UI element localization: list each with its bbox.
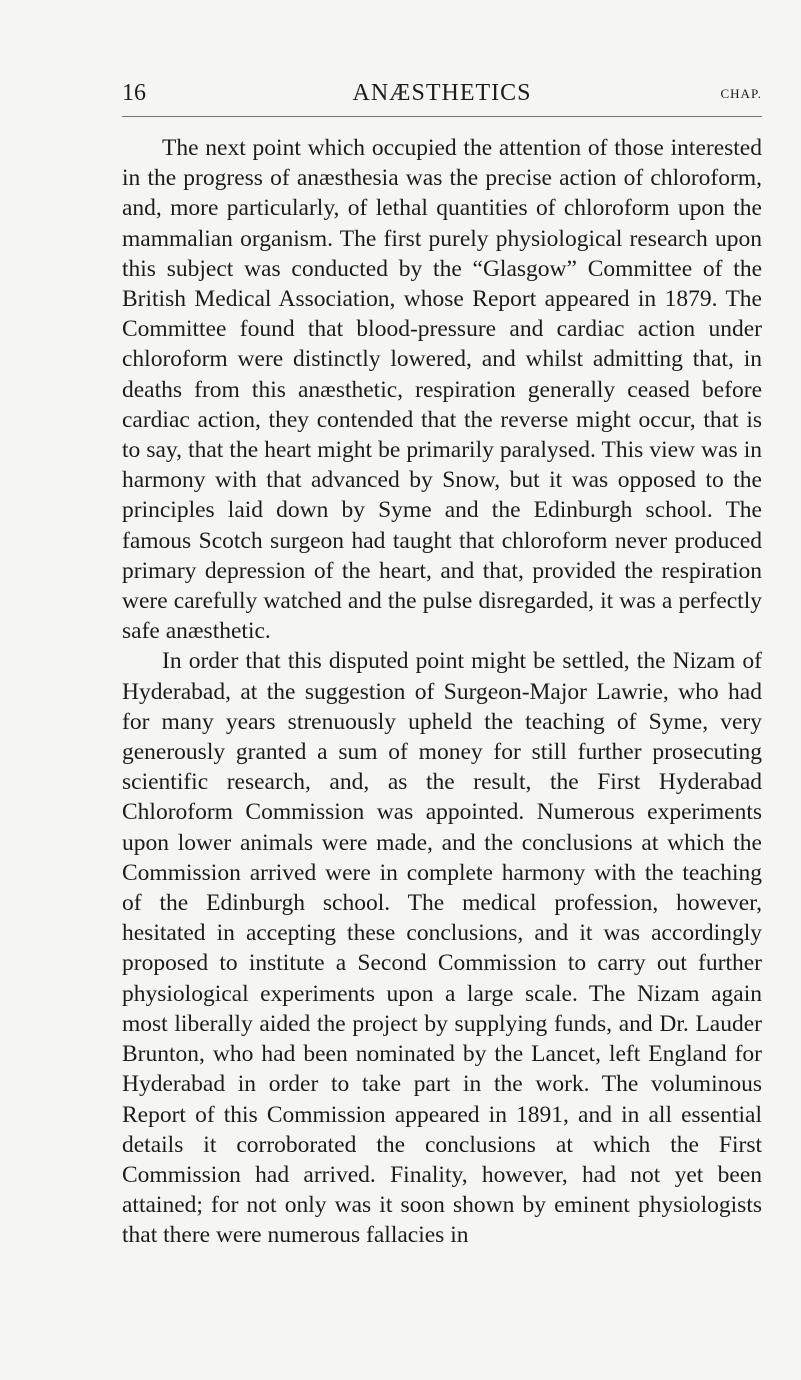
paragraph-1: The next point which occupied the attention of those interested in the progress of anæsthesia was the precise action of chloroform, and, more particularly, of lethal quantities of chloroform upon the mammalian organism. The first purely physiological research upon this subject was conducted by the “Glasgow” Committee of the British Medical Association, whose Report appeared in 1879. The Committee found that blood-pressure and cardiac action under chloroform were distinctly lowered, and whilst admitting that, in deaths from this anæsthetic, respiration generally ceased before cardiac action, they contended that the reverse might occur, that is to say, that the heart might be primarily paralysed. This view was in harmony with that advanced by Snow, but it was opposed to the principles laid down by Syme and the Edinburgh school. The famous Scotch surgeon had taught that chloroform never produced primary depression of the heart, and that, provided the respiration were carefully watched and the pulse disregarded, it was a perfectly safe anæsthetic. xyxy=(122,135,762,645)
running-head xyxy=(122,78,762,112)
body-text xyxy=(122,133,762,1251)
paragraph-2: In order that this disputed point might be settled, the Nizam of Hyderabad, at the suggestion of Surgeon-Major Lawrie, who had for many years strenuously upheld the teaching of Syme, very generously granted a sum of money for still further prosecuting scientific research, and, as the result, the First Hyderabad Chloroform Commission was appointed. Numerous experiments upon lower animals were made, and the conclusions at which the Commission arrived were in complete harmony with the teaching of the Edinburgh school. The medical profession, however, hesitated in accepting these conclusions, and it was accordingly proposed to institute a Second Commission to carry out further physiological experiments upon a large scale. The Nizam again most liberally aided the project by supplying funds, and Dr. Lauder Brunton, who had been nominated by the Lancet, left England for Hyderabad in order to take part in the work. The voluminous Report of this Commission appeared in 1891, and in all essential details it corroborated the conclusions at which the First Commission had arrived. Finality, however, had not yet been attained; for not only was it soon shown by eminent physiologists that there were numerous fallacies in xyxy=(122,648,762,1249)
page-number: 16 xyxy=(122,80,146,106)
running-title: ANÆSTHETICS xyxy=(352,80,532,106)
chapter-mark: CHAP. xyxy=(720,86,762,101)
header-rule xyxy=(122,116,762,117)
